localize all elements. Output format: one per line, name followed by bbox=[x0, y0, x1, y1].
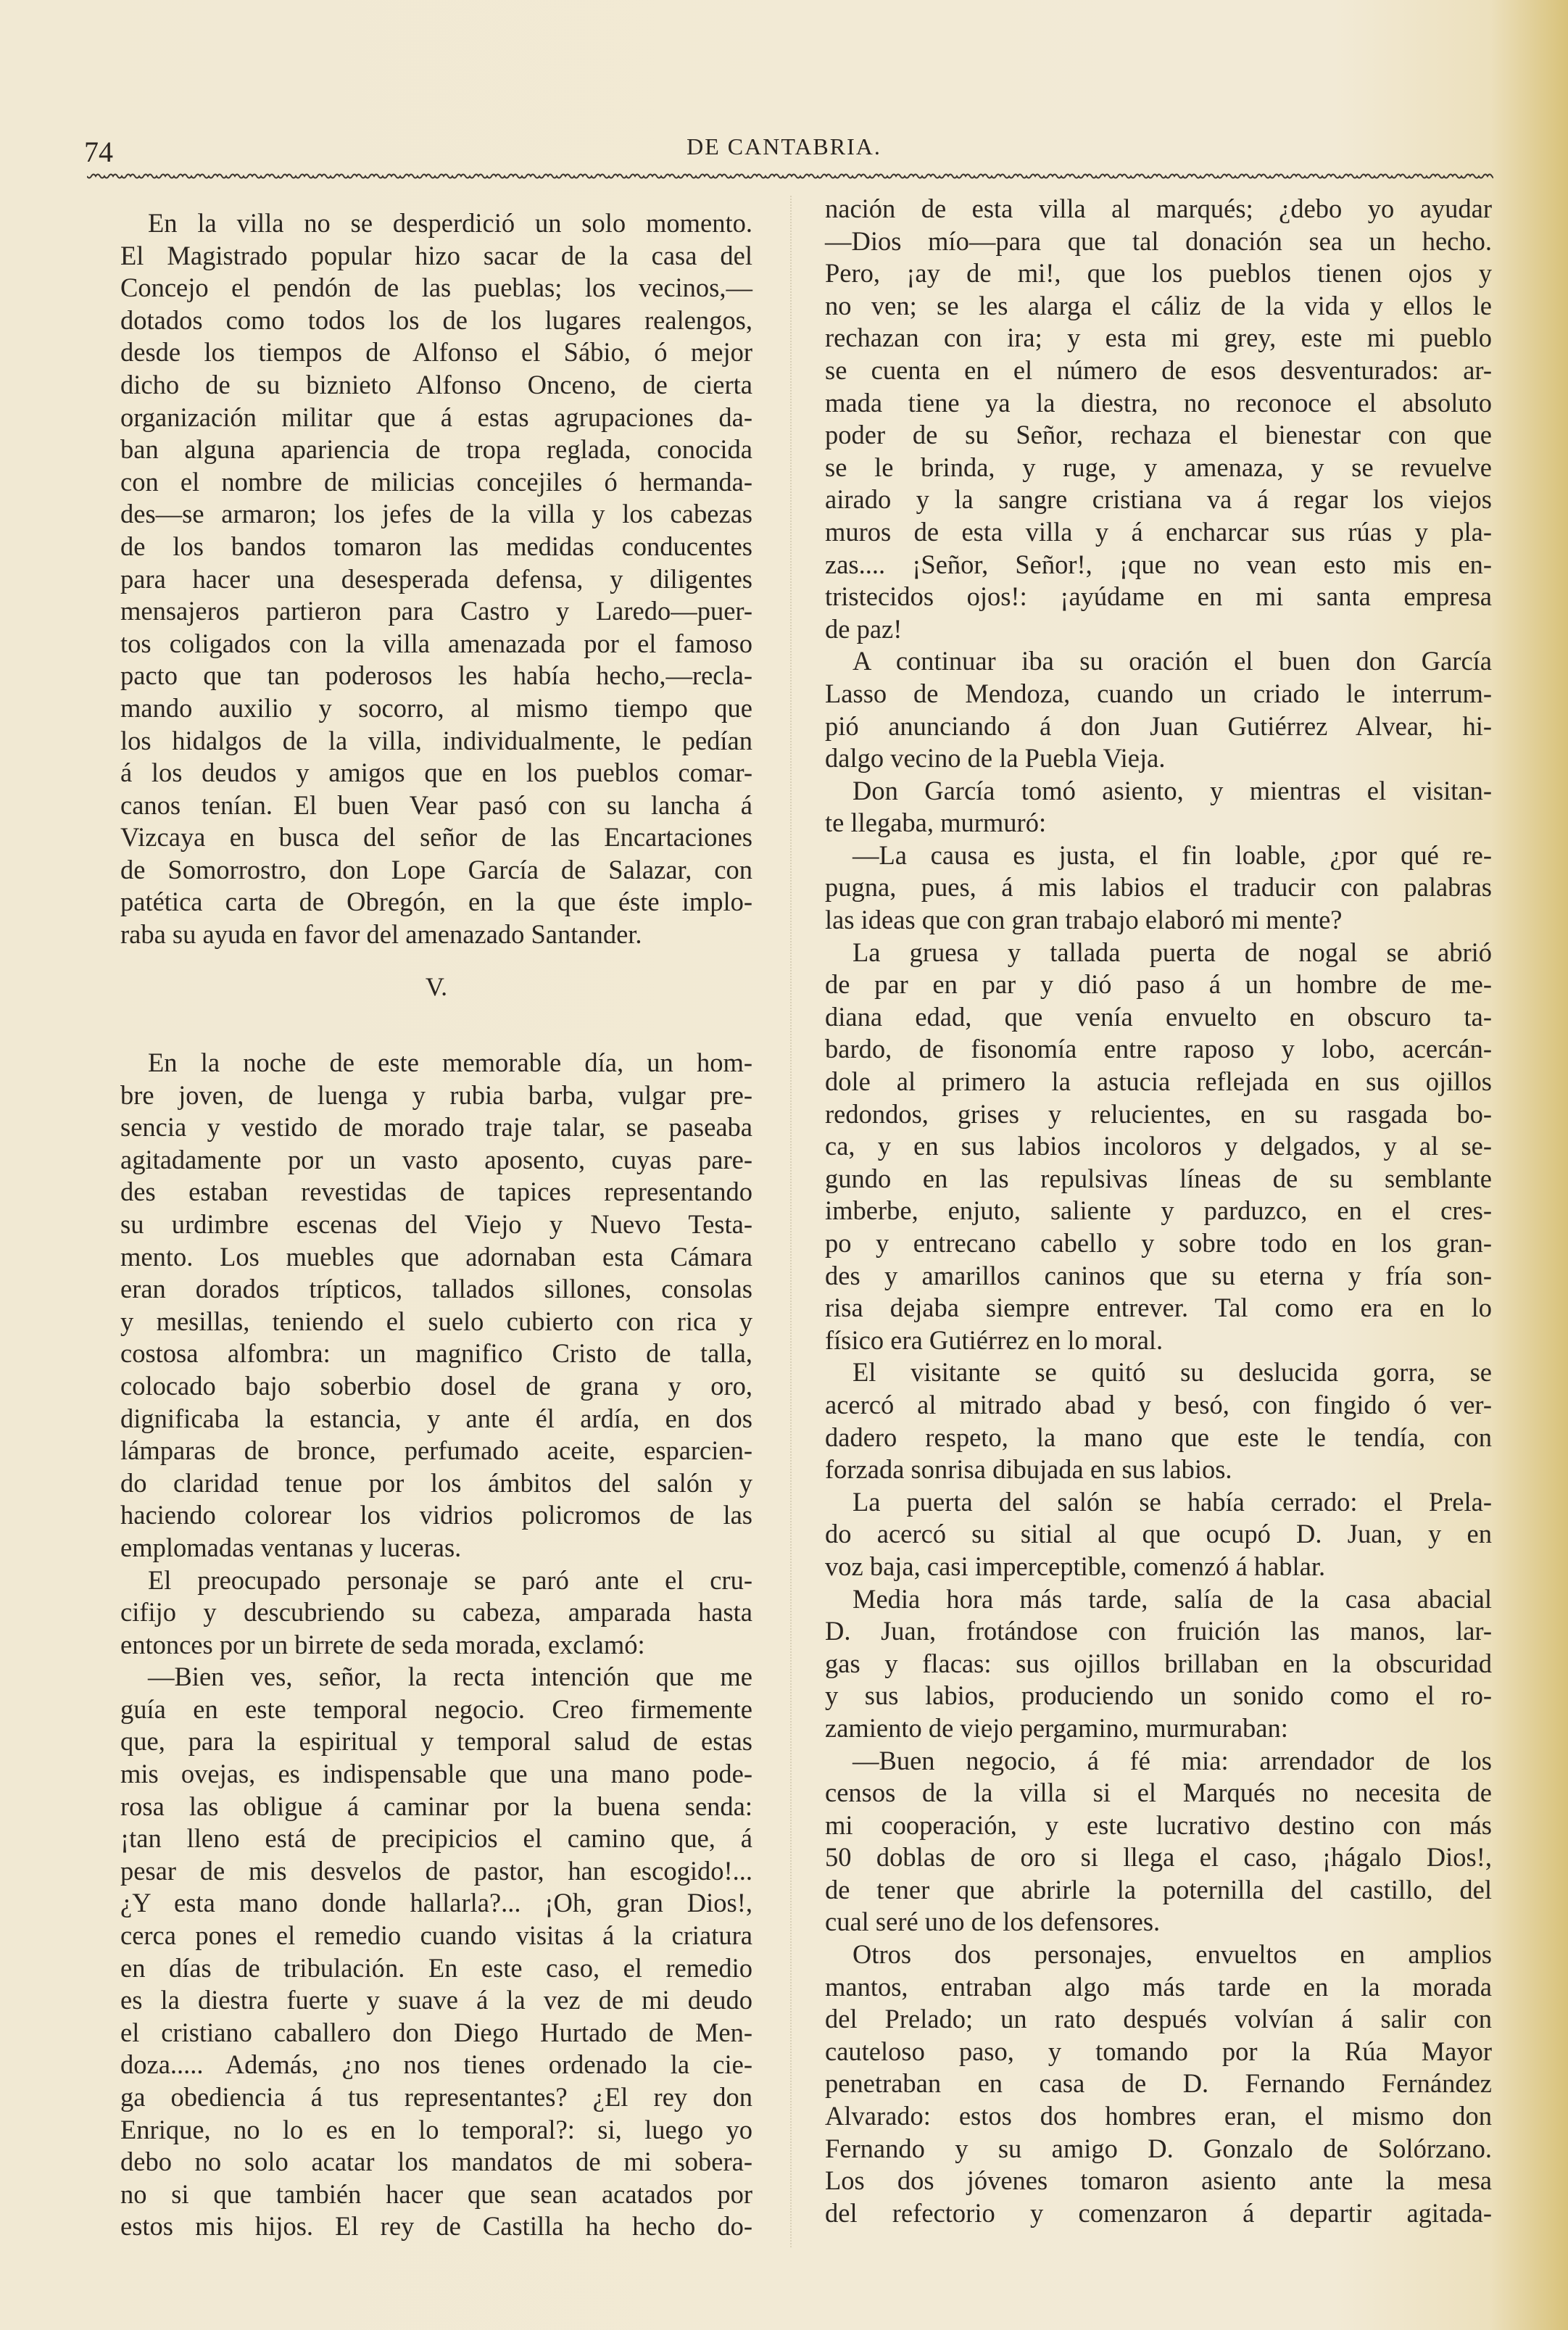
text-line: zamiento de viejo pergamino, murmuraban: bbox=[825, 1712, 1288, 1743]
text-line: des y amarillos caninos que su eterna y fría son- bbox=[825, 1260, 1492, 1290]
text-line: tos coligados con la villa amenazada por el famoso bbox=[120, 628, 752, 658]
text-line: dalgo vecino de la Puebla Vieja. bbox=[825, 743, 1166, 774]
text-line: las ideas que con gran trabajo elaboró mi mente? bbox=[825, 905, 1343, 935]
text-line: patética carta de Obregón, en la que éste implo- bbox=[120, 887, 752, 917]
text-line: El preocupado personaje se paró ante el cru- bbox=[148, 1564, 752, 1595]
text-line: muros de esta villa y á encharcar sus rúas y pla- bbox=[825, 516, 1492, 547]
text-line: se cuenta en el número de esos desventurados: ar- bbox=[825, 355, 1492, 385]
paragraph bbox=[825, 937, 1492, 1357]
text-line: des—se armaron; los jefes de la villa y los cabezas bbox=[120, 499, 752, 529]
text-line: 50 doblas de oro si llega el caso, ¡hágalo Dios!, bbox=[825, 1842, 1492, 1873]
text-line: y sus labios, produciendo un sonido como el ro- bbox=[825, 1680, 1492, 1711]
paragraph bbox=[825, 775, 1492, 839]
text-line: pacto que tan poderosos les había hecho,—recla- bbox=[120, 660, 752, 691]
text-line: voz baja, casi imperceptible, comenzó á hablar. bbox=[825, 1551, 1326, 1581]
text-line: dotados como todos los de los lugares realengos, bbox=[120, 304, 752, 335]
text-line: A continuar iba su oración el buen don García bbox=[853, 646, 1492, 676]
text-line: D. Juan, frotándose con fruición las manos, lar- bbox=[825, 1616, 1492, 1646]
paragraph bbox=[825, 839, 1492, 937]
paragraph bbox=[825, 1583, 1492, 1745]
text-line: sencia y vestido de morado traje talar, se paseaba bbox=[120, 1112, 752, 1143]
text-line: canos tenían. El buen Vear pasó con su lancha á bbox=[120, 789, 752, 820]
text-line: mi cooperación, y este lucrativo destino con más bbox=[825, 1809, 1492, 1840]
text-line: con el nombre de milicias concejiles ó hermanda- bbox=[120, 466, 752, 497]
text-line: Enrique, no lo es en lo temporal?: si, luego yo bbox=[120, 2114, 752, 2144]
column-divider bbox=[790, 196, 792, 2247]
text-line: dadero respeto, la mano que este le tendía, con bbox=[825, 1422, 1492, 1452]
text-line: cual seré uno de los defensores. bbox=[825, 1907, 1161, 1937]
text-line: Media hora más tarde, salía de la casa abacial bbox=[853, 1583, 1492, 1614]
text-line: los hidalgos de la villa, individualmente, le pedían bbox=[120, 725, 752, 755]
text-line: La puerta del salón se había cerrado: el Prela- bbox=[853, 1486, 1492, 1517]
text-line: airado y la sangre cristiana va á regar los viejos bbox=[825, 484, 1492, 515]
paragraph bbox=[825, 1356, 1492, 1485]
text-line: tristecidos ojos!: ¡ayúdame en mi santa empresa bbox=[825, 581, 1492, 612]
text-line: mando auxilio y socorro, al mismo tiempo que bbox=[120, 692, 752, 723]
text-line: de Somorrostro, don Lope García de Salazar, con bbox=[120, 854, 752, 884]
text-line: —Buen negocio, á fé mia: arrendador de los bbox=[853, 1745, 1492, 1775]
text-line: acercó al mitrado abad y besó, con fingido ó ver- bbox=[825, 1389, 1492, 1419]
text-line: á los deudos y amigos que en los pueblos comar- bbox=[120, 758, 752, 788]
text-line: nación de esta villa al marqués; ¿debo yo ayudar bbox=[825, 194, 1492, 223]
paragraph bbox=[120, 1047, 752, 1564]
text-line: gas y flacas: sus ojillos brillaban en la obscuridad bbox=[825, 1648, 1492, 1678]
text-line: mada tiene ya la diestra, no reconoce el absoluto bbox=[825, 387, 1492, 418]
running-title: DE CANTABRIA. bbox=[686, 133, 882, 159]
wavy-header-rule bbox=[87, 171, 1493, 181]
paragraph bbox=[825, 1939, 1492, 2229]
text-line: guía en este temporal negocio. Creo firmemente bbox=[120, 1693, 752, 1724]
text-line: Fernando y su amigo D. Gonzalo de Solórzano. bbox=[825, 2133, 1492, 2163]
text-line: eran dorados trípticos, tallados sillones, consolas bbox=[120, 1274, 752, 1304]
text-line: doza..... Además, ¿no nos tienes ordenado la cie- bbox=[120, 2049, 752, 2080]
page-number: 74 bbox=[84, 136, 113, 168]
text-line: de par en par y dió paso á un hombre de me- bbox=[825, 969, 1492, 1000]
text-line: raba su ayuda en favor del amenazado Santander. bbox=[120, 919, 642, 950]
text-line: haciendo colorear los vidrios policromos de las bbox=[120, 1500, 752, 1530]
text-line: —Dios mío—para que tal donación sea un hecho. bbox=[825, 225, 1492, 256]
text-line: ¡tan lleno está de precipicios el camino que, á bbox=[120, 1823, 752, 1854]
paragraph bbox=[120, 1564, 752, 1662]
text-line: lámparas de bronce, perfumado aceite, esparcien- bbox=[120, 1435, 752, 1466]
right-column bbox=[825, 193, 1492, 2229]
text-line: —La causa es justa, el fin loable, ¿por qué re- bbox=[853, 839, 1492, 870]
text-line: cifijo y descubriendo su cabeza, amparada hasta bbox=[120, 1597, 752, 1628]
text-line: Otros dos personajes, envueltos en amplios bbox=[853, 1939, 1492, 1970]
text-line: Vizcaya en busca del señor de las Encartaciones bbox=[120, 822, 752, 853]
text-line: rechazan con ira; y esta mi grey, este mi pueblo bbox=[825, 323, 1492, 353]
text-line: mensajeros partieron para Castro y Laredo—puer- bbox=[120, 596, 752, 626]
text-line: te llegaba, murmuró: bbox=[825, 808, 1047, 838]
text-line: bardo, de fisonomía entre raposo y lobo, acercán- bbox=[825, 1034, 1492, 1064]
text-line: bre joven, de luenga y rubia barba, vulgar pre- bbox=[120, 1079, 752, 1110]
text-line: forzada sonrisa dibujada en sus labios. bbox=[825, 1454, 1232, 1485]
text-line: costosa alfombra: un magnifico Cristo de talla, bbox=[120, 1338, 752, 1369]
text-line: La gruesa y tallada puerta de nogal se abrió bbox=[853, 937, 1492, 967]
text-line: pesar de mis desvelos de pastor, han escogido!... bbox=[120, 1855, 752, 1886]
text-line: entonces por un birrete de seda morada, exclamó: bbox=[120, 1629, 645, 1659]
text-line: Concejo el pendón de las pueblas; los vecinos,— bbox=[120, 273, 752, 303]
text-line: —Bien ves, señor, la recta intención que me bbox=[148, 1662, 752, 1692]
text-line: cerca pones el remedio cuando visitas á la criatura bbox=[120, 1920, 752, 1951]
section-heading: V. bbox=[425, 972, 448, 1001]
text-line: Don García tomó asiento, y mientras el visitan- bbox=[853, 775, 1492, 805]
paragraph bbox=[825, 193, 1492, 645]
text-line: mento. Los muebles que adornaban esta Cámara bbox=[120, 1241, 752, 1272]
text-line: dicho de su biznieto Alfonso Onceno, de cierta bbox=[120, 369, 752, 399]
text-line: de los bandos tomaron las medidas conducentes bbox=[120, 531, 752, 561]
text-line: es la diestra fuerte y suave á la vez de mi deudo bbox=[120, 1985, 752, 2015]
paragraph bbox=[120, 1661, 752, 2243]
text-line: censos de la villa si el Marqués no necesita de bbox=[825, 1778, 1492, 1808]
text-line: mantos, entraban algo más tarde en la morada bbox=[825, 1971, 1492, 2002]
text-line: rosa las obligue á caminar por la buena senda: bbox=[120, 1791, 752, 1821]
text-line: Los dos jóvenes tomaron asiento ante la mesa bbox=[825, 2165, 1492, 2196]
text-line: redondos, grises y relucientes, en su rasgada bo- bbox=[825, 1098, 1492, 1129]
paragraph bbox=[120, 207, 752, 951]
text-line: colocado bajo soberbio dosel de grana y oro, bbox=[120, 1370, 752, 1401]
text-line: En la villa no se desperdició un solo momento. bbox=[148, 208, 752, 238]
text-line: no ven; se les alarga el cáliz de la vida y ellos le bbox=[825, 290, 1492, 320]
text-line: pugna, pues, á mis labios el traducir con palabras bbox=[825, 872, 1492, 903]
text-line: poder de su Señor, rechaza el bienestar con que bbox=[825, 420, 1492, 450]
text-line: do claridad tenue por los ámbitos del salón y bbox=[120, 1467, 752, 1498]
text-line: pió anunciando á don Juan Gutiérrez Alvear, hi- bbox=[825, 710, 1492, 741]
text-line: El visitante se quitó su deslucida gorra, se bbox=[853, 1357, 1492, 1388]
paragraph bbox=[825, 1745, 1492, 1939]
text-line: do acercó su sitial al que ocupó D. Juan, y en bbox=[825, 1519, 1492, 1549]
text-line: gundo en las repulsivas líneas de su semblante bbox=[825, 1163, 1492, 1193]
text-line: dole al primero la astucia reflejada en sus ojillos bbox=[825, 1066, 1492, 1097]
text-line: de tener que abrirle la poternilla del castillo, del bbox=[825, 1874, 1492, 1904]
text-line: para hacer una desesperada defensa, y diligentes bbox=[120, 563, 752, 594]
text-line: dignificaba la estancia, y ante él ardía, en dos bbox=[120, 1403, 752, 1433]
text-line: del refectorio y comenzaron á departir agitada- bbox=[825, 2197, 1492, 2228]
text-line: no si que también hacer que sean acatados por bbox=[120, 2178, 752, 2209]
text-line: de paz! bbox=[825, 613, 903, 644]
text-line: que, para la espiritual y temporal salud de estas bbox=[120, 1726, 752, 1757]
text-line: Pero, ¡ay de mi!, que los pueblos tienen ojos y bbox=[825, 258, 1492, 289]
text-line: Alvarado: estos dos hombres eran, el mismo don bbox=[825, 2101, 1492, 2131]
text-line: risa dejaba siempre entrever. Tal como era en lo bbox=[825, 1293, 1492, 1323]
text-line: su urdimbre escenas del Viejo y Nuevo Testa- bbox=[120, 1208, 752, 1239]
text-line: des estaban revestidas de tapices representando bbox=[120, 1177, 752, 1207]
text-line: desde los tiempos de Alfonso el Sábio, ó mejor bbox=[120, 337, 752, 368]
text-line: imberbe, enjuto, saliente y parduzco, en el cres- bbox=[825, 1195, 1492, 1226]
text-line: físico era Gutiérrez en lo moral. bbox=[825, 1324, 1163, 1355]
text-line: se le brinda, y ruge, y amenaza, y se revuelve bbox=[825, 452, 1492, 482]
text-line: el cristiano caballero don Diego Hurtado de Men- bbox=[120, 2017, 752, 2047]
text-line: y mesillas, teniendo el suelo cubierto con rica y bbox=[120, 1306, 752, 1336]
text-line: ban alguna apariencia de tropa reglada, conocida bbox=[120, 434, 752, 465]
text-line: cauteloso paso, y tomando por la Rúa Mayor bbox=[825, 2036, 1492, 2066]
text-line: debo no solo acatar los mandatos de mi sobera- bbox=[120, 2147, 752, 2177]
paragraph bbox=[825, 1486, 1492, 1583]
text-line: del Prelado; un rato después volvían á salir con bbox=[825, 2004, 1492, 2034]
text-line: Lasso de Mendoza, cuando un criado le interrum- bbox=[825, 678, 1492, 708]
text-line: En la noche de este memorable día, un hom- bbox=[148, 1048, 752, 1077]
text-line: ca, y en sus labios incoloros y delgados, y al se- bbox=[825, 1131, 1492, 1161]
paragraph bbox=[825, 645, 1492, 774]
text-line: ga obediencia á tus representantes? ¿El rey don bbox=[120, 2082, 752, 2112]
text-line: po y entrecano cabello y sobre todo en los gran- bbox=[825, 1228, 1492, 1258]
text-line: El Magistrado popular hizo sacar de la casa del bbox=[120, 240, 752, 270]
left-column-top bbox=[120, 207, 752, 951]
text-line: emplomadas ventanas y luceras. bbox=[120, 1532, 462, 1562]
text-line: mis ovejas, es indispensable que una mano pode- bbox=[120, 1759, 752, 1789]
left-column-bottom bbox=[120, 1047, 752, 2243]
text-line: en días de tribulación. En este caso, el remedio bbox=[120, 1952, 752, 1983]
text-line: organización militar que á estas agrupaciones da- bbox=[120, 402, 752, 432]
text-line: zas.... ¡Señor, Señor!, ¡que no vean esto mis en- bbox=[825, 549, 1492, 579]
text-line: penetraban en casa de D. Fernando Fernández bbox=[825, 2068, 1492, 2099]
text-line: agitadamente por un vasto aposento, cuyas pare- bbox=[120, 1144, 752, 1174]
text-line: diana edad, que venía envuelto en obscuro ta- bbox=[825, 1001, 1492, 1032]
text-line: estos mis hijos. El rey de Castilla ha hecho do- bbox=[120, 2211, 752, 2242]
text-line: ¿Y esta mano donde hallarla?... ¡Oh, gran Dios!, bbox=[120, 1888, 752, 1918]
